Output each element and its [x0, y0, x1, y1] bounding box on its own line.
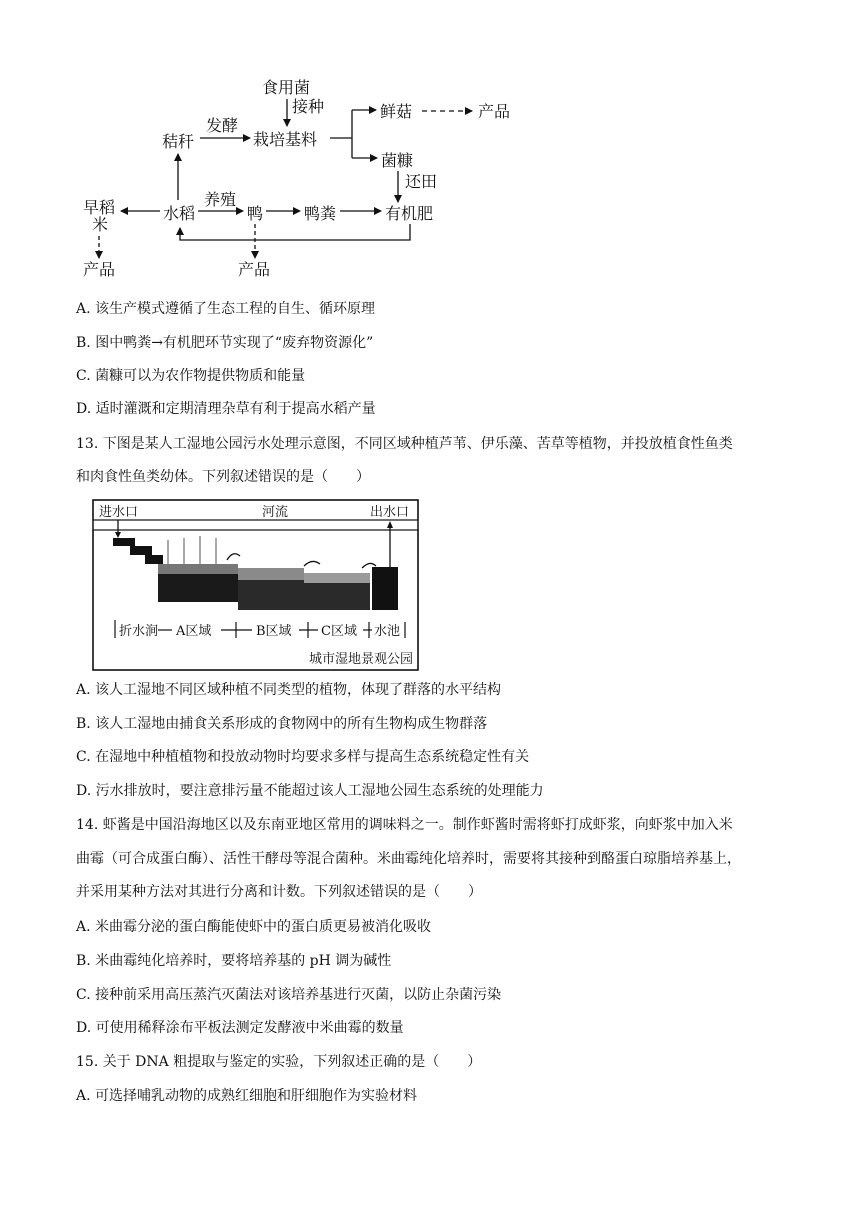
outlet-label: 出水口: [370, 505, 410, 520]
product-label-1: 产品: [478, 102, 511, 121]
breed-label: 养殖: [204, 190, 237, 209]
product-label-3: 产品: [238, 260, 271, 279]
q13-stem-line-1: 13. 下图是某人工湿地公园污水处理示意图，不同区域种植芦苇、伊乐藻、苦草等植物，并投放植食性鱼类: [76, 436, 733, 452]
q13-option-c: C. 在湿地中种植植物和投放动物时均要求多样与提高生态系统稳定性有关: [76, 749, 530, 765]
q14-option-c: C. 接种前采用高压蒸汽灭菌法对该培养基进行灭菌，以防止杂菌污染: [76, 987, 502, 1003]
q14-stem-line-2: 曲霉（可合成蛋白酶）、活性干酵母等混合菌种。米曲霉纯化培养时，需要将其接种到酪蛋白琼脂培养基上，: [76, 851, 741, 867]
q13-stem-line-2: 和肉食性鱼类幼体。下列叙述错误的是（ ）: [76, 469, 370, 485]
q12-option-d: D. 适时灌溉和定期清理杂草有利于提高水稻产量: [76, 401, 376, 417]
fungus-label: 食用菌: [262, 78, 311, 97]
q15-option-a: A. 可选择哺乳动物的成熟红细胞和肝细胞作为实验材料: [76, 1088, 418, 1104]
q14-option-a: A. 米曲霉分泌的蛋白酶能使虾中的蛋白质更易被消化吸收: [76, 919, 432, 935]
q12-option-c: C. 菌糠可以为农作物提供物质和能量: [76, 368, 306, 384]
straw-label: 秸秆: [162, 132, 195, 151]
product-label-2: 产品: [83, 260, 116, 279]
river-label: 河流: [262, 505, 289, 520]
q12-option-b: B. 图中鸭粪→有机肥环节实现了“废弃物资源化”: [76, 335, 374, 351]
q14-stem-line-1: 14. 虾酱是中国沿海地区以及东南亚地区常用的调味料之一。制作虾酱时需将虾打成虾浆，向虾浆中加入米: [76, 817, 733, 833]
rice-label: 水稻: [163, 204, 196, 223]
substrate-label: 栽培基料: [253, 130, 318, 149]
inlet-label: 进水口: [99, 505, 139, 520]
q13-option-b: B. 该人工湿地由捕食关系形成的食物网中的所有生物构成生物群落: [76, 716, 488, 732]
inoculate-label: 接种: [292, 97, 325, 116]
early-rice-label-2: 米: [92, 215, 109, 234]
early-rice-label: 早稻: [83, 198, 116, 217]
zone-label-c: C区域: [321, 624, 357, 639]
organic-fertilizer-label: 有机肥: [385, 204, 434, 223]
q12-option-a: A. 该生产模式遵循了生态工程的自生、循环原理: [76, 301, 376, 317]
q15-stem: 15. 关于 DNA 粗提取与鉴定的实验，下列叙述正确的是（ ）: [76, 1054, 482, 1070]
residue-label: 菌糠: [381, 151, 414, 170]
q14-option-d: D. 可使用稀释涂布平板法测定发酵液中米曲霉的数量: [76, 1020, 404, 1036]
q14-stem-line-3: 并采用某种方法对其进行分离和计数。下列叙述错误的是（ ）: [76, 884, 482, 900]
return-field-label: 还田: [405, 172, 438, 191]
zone-label-b: B区域: [256, 624, 292, 639]
pool-label: 水池: [374, 624, 401, 639]
zone-label-0: 折水涧: [119, 624, 159, 639]
q14-option-b: B. 米曲霉纯化培养时，要将培养基的 pH 调为碱性: [76, 953, 392, 969]
q13-option-a: A. 该人工湿地不同区域种植不同类型的植物，体现了群落的水平结构: [76, 682, 502, 698]
diagram-caption: 城市湿地景观公园: [309, 652, 414, 667]
zone-label-a: A区域: [176, 624, 212, 639]
ferment-label: 发酵: [206, 116, 239, 135]
duck-label: 鸭: [247, 204, 264, 223]
mushroom-label: 鲜菇: [380, 102, 413, 121]
duck-manure-label: 鸭粪: [304, 204, 337, 223]
q13-option-d: D. 污水排放时，要注意排污量不能超过该人工湿地公园生态系统的处理能力: [76, 783, 544, 799]
